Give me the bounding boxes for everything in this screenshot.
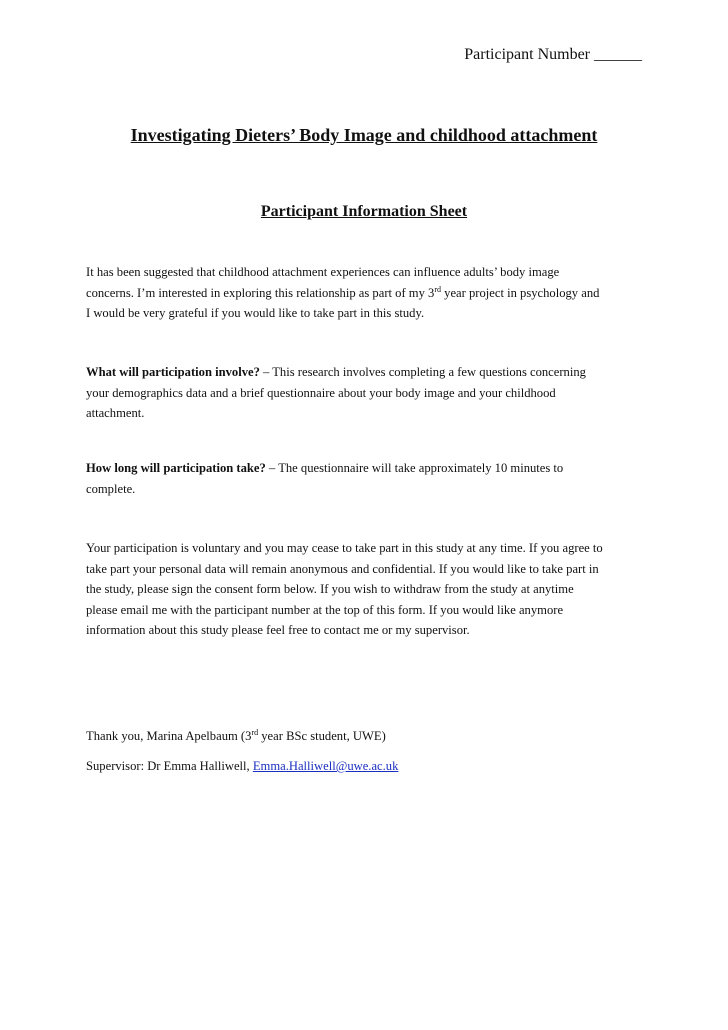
supervisor-email-link[interactable]: Emma.Halliwell@uwe.ac.uk	[252, 759, 399, 773]
intro-line-3: I would be very grateful if you would like to take part in this study.	[86, 306, 425, 320]
thanks-text	[86, 726, 646, 747]
involvement-line-1	[86, 362, 646, 383]
supervisor-label: Supervisor: Dr Emma Halliwell,	[86, 759, 253, 773]
involvement-paragraph	[86, 362, 646, 424]
duration-line-1	[86, 458, 646, 479]
duration-paragraph	[86, 458, 646, 499]
sheet-subtitle: Participant Information Sheet	[260, 203, 468, 220]
thanks-text-start: Thank you, Marina Apelbaum (3	[86, 729, 252, 743]
involvement-line-2: your demographics data and a brief questionnaire about your body image and your childhood	[86, 385, 556, 400]
thanks-line	[86, 726, 646, 747]
participant-number-field: Participant Number ______	[464, 46, 642, 63]
duration-question: How long will participation take?	[86, 461, 266, 475]
page-title: Investigating Dieters’ Body Image and childhood attachment	[130, 125, 598, 145]
duration-answer: – The questionnaire will take approximately 10 minutes to	[265, 461, 564, 475]
intro-line-2	[86, 283, 646, 304]
voluntary-line-3: the study, please sign the consent form below. If you wish to withdraw from the study at anytime	[86, 582, 574, 596]
intro-line-2-rest: year project in psychology and	[441, 285, 600, 300]
involvement-line-3: attachment.	[86, 406, 145, 420]
ordinal-suffix: rd	[251, 728, 259, 737]
thanks-text-end: year BSc student, UWE)	[258, 729, 386, 743]
voluntary-line-4: please email me with the participant number at the top of this form. If you would like anymore	[86, 602, 564, 617]
intro-line-2-text: concerns. I’m interested in exploring this relationship as part of my 3	[86, 285, 435, 300]
supervisor-text	[86, 756, 646, 777]
supervisor-line	[86, 756, 646, 777]
intro-paragraph	[86, 262, 646, 324]
intro-line-1: It has been suggested that childhood attachment experiences can influence adults’ body image	[86, 265, 560, 279]
involvement-answer: – This research involves completing a few questions concerning	[259, 365, 586, 379]
voluntary-paragraph	[86, 538, 646, 641]
duration-line-2: complete.	[86, 481, 136, 496]
voluntary-line-1: Your participation is voluntary and you may cease to take part in this study at any time. If you agree to	[86, 541, 603, 555]
involvement-question: What will participation involve?	[86, 365, 260, 379]
voluntary-line-5: information about this study please feel free to contact me or my supervisor.	[86, 623, 470, 637]
ordinal-suffix: rd	[434, 284, 442, 294]
voluntary-line-2: take part your personal data will remain anonymous and confidential. If you would like to take part in	[86, 561, 599, 576]
